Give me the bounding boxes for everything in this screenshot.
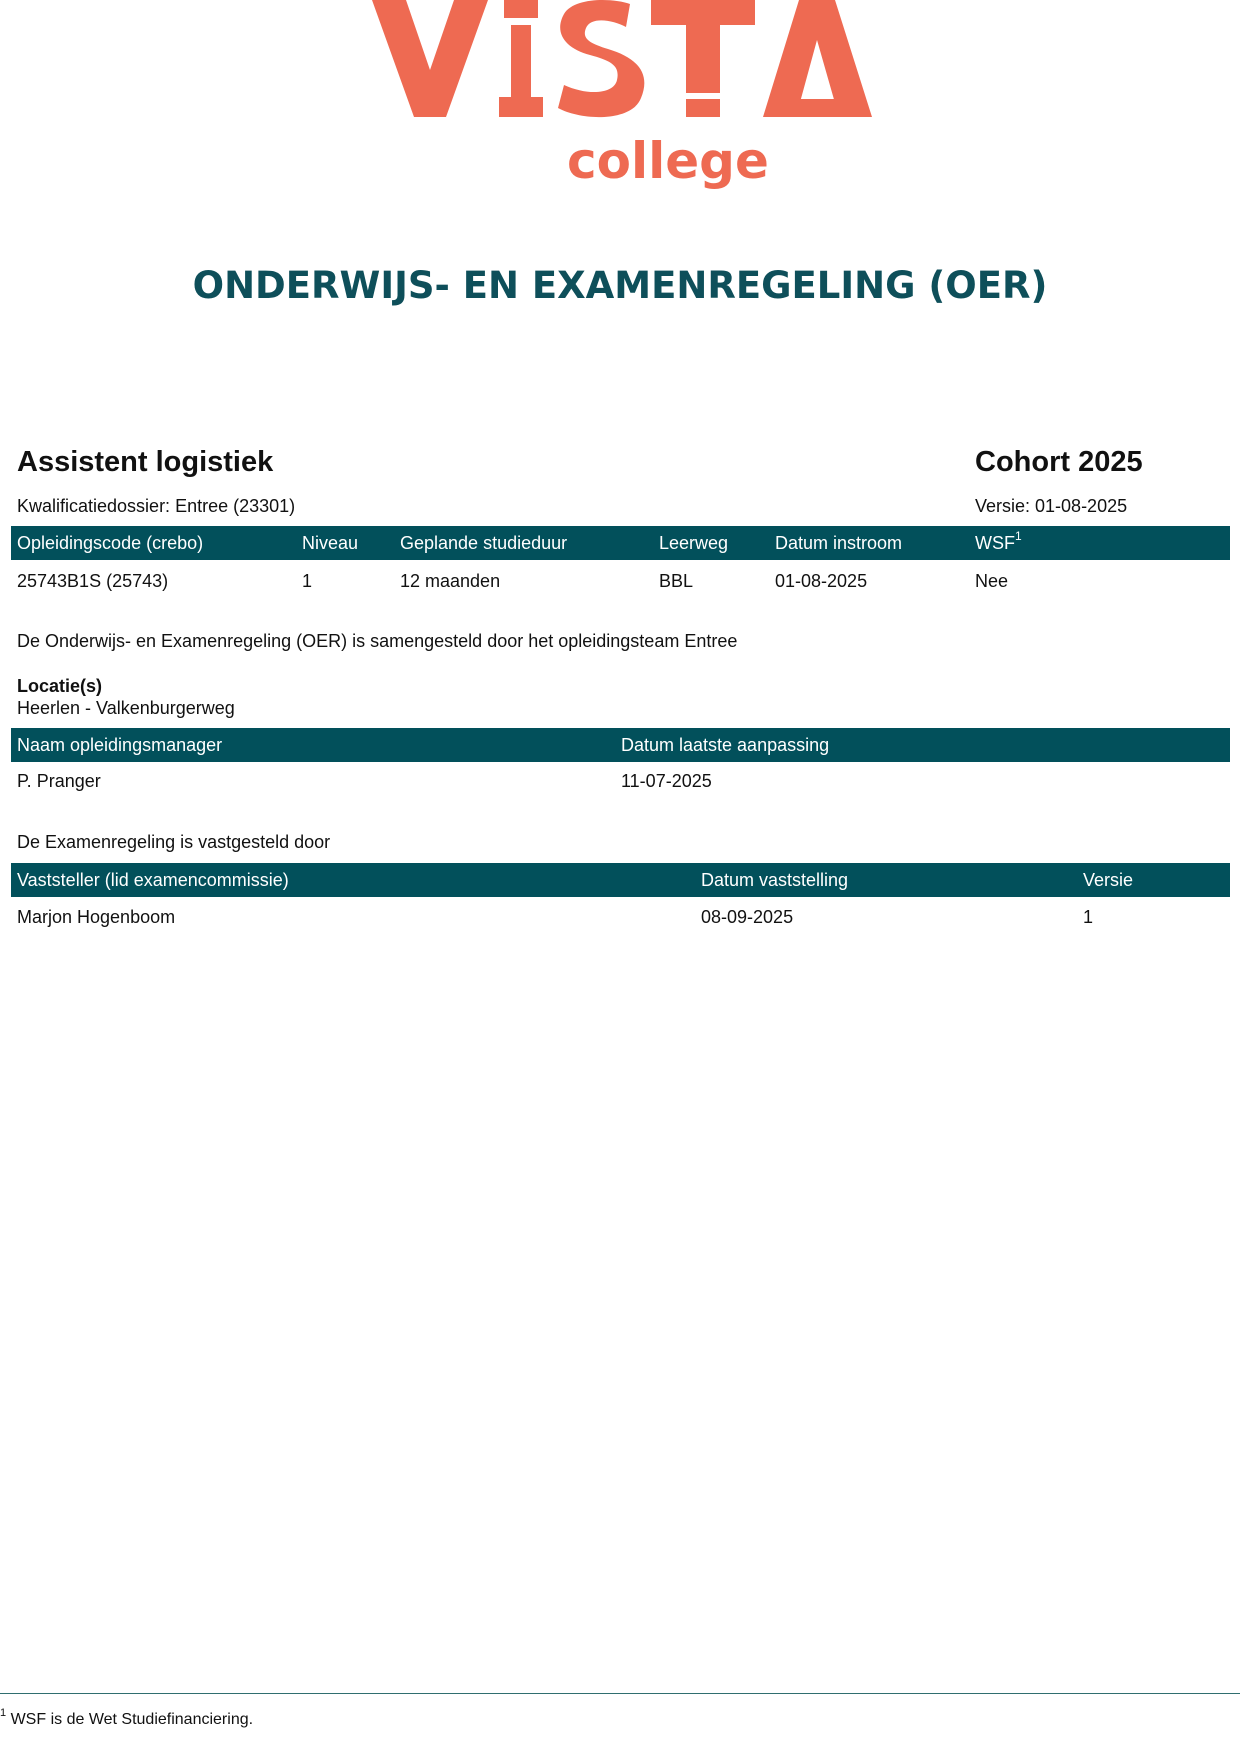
locations-value: Heerlen - Valkenburgerweg	[17, 698, 235, 718]
cell-leerweg: BBL	[659, 571, 694, 591]
header-last-modified: Datum laatste aanpassing	[621, 735, 830, 755]
footnote-divider	[0, 1693, 1240, 1694]
header-leerweg: Leerweg	[659, 533, 729, 553]
header-crebo: Opleidingscode (crebo)	[17, 533, 204, 553]
wsf-footnote-mark: 1	[1015, 529, 1022, 543]
established-text: De Examenregeling is vastgesteld door	[17, 832, 331, 852]
header-studieduur: Geplande studieduur	[400, 533, 568, 553]
header-wsf: WSF$^1$	[975, 529, 1022, 553]
cell-crebo: 25743B1S (25743)	[17, 571, 169, 591]
manager-table-header	[11, 728, 1230, 762]
vista-college-logo	[368, 0, 873, 205]
cell-establish-date: 08-09-2025	[701, 907, 794, 927]
document-version: Versie: 01-08-2025	[975, 496, 1128, 516]
logo-subtitle: college	[567, 132, 769, 190]
header-manager-name: Naam opleidingsmanager	[17, 735, 223, 755]
header-version: Versie	[1083, 870, 1134, 890]
course-name: Assistent logistiek	[17, 446, 274, 478]
composition-text: De Onderwijs- en Examenregeling (OER) is samengesteld door het opleidingsteam Entree	[17, 631, 738, 651]
table-row	[11, 900, 1230, 934]
footnote-mark: 1	[0, 1706, 7, 1719]
cell-version: 1	[1083, 907, 1094, 927]
header-niveau: Niveau	[302, 533, 359, 553]
cell-niveau: 1	[302, 571, 313, 591]
table-row	[11, 764, 1230, 798]
footnote	[0, 1706, 254, 1729]
cohort-label: Cohort 2025	[975, 446, 1143, 478]
document-title: ONDERWIJS- EN EXAMENREGELING (OER)	[192, 264, 1048, 307]
header-establisher: Vaststeller (lid examencommissie)	[17, 870, 289, 890]
establisher-table-header	[11, 863, 1230, 897]
header-establish-date: Datum vaststelling	[701, 870, 849, 890]
cell-studieduur: 12 maanden	[400, 571, 501, 591]
header-datum-instroom: Datum instroom	[775, 533, 903, 553]
cell-last-modified: 11-07-2025	[621, 771, 712, 791]
program-table-header	[11, 526, 1230, 560]
qualification-dossier: Kwalificatiedossier: Entree (23301)	[17, 496, 296, 516]
footnote-text: WSF is de Wet Studiefinanciering.	[10, 1711, 254, 1728]
cell-establisher: Marjon Hogenboom	[17, 907, 176, 927]
locations-label: Locatie(s)	[17, 676, 103, 696]
cell-manager-name: P. Pranger	[17, 771, 101, 791]
table-row	[11, 564, 1230, 598]
cell-wsf: Nee	[975, 571, 1009, 591]
cell-datum-instroom: 01-08-2025	[775, 571, 868, 591]
